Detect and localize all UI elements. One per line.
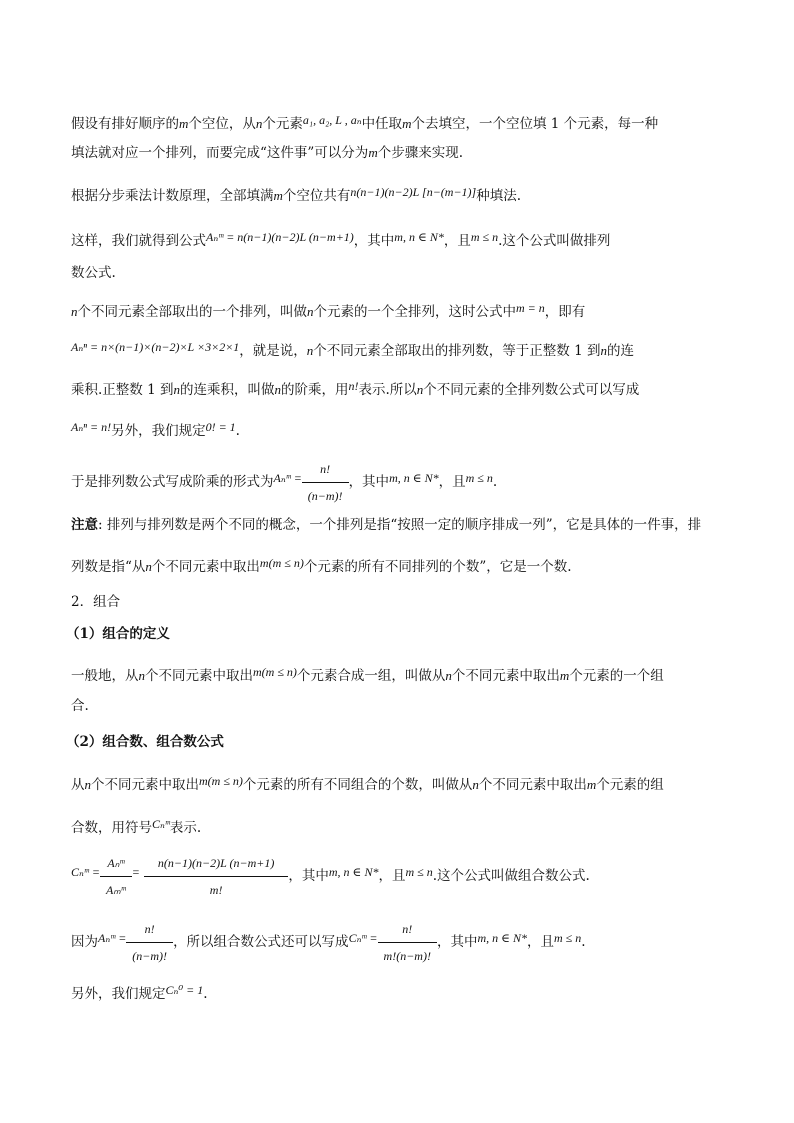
note-label: 注意 bbox=[71, 517, 98, 533]
math-condition: m(m ≤ n) bbox=[199, 774, 243, 788]
text: 根据分步乘法计数原理，全部填满 bbox=[71, 188, 274, 204]
subsection-title: （1）组合的定义 bbox=[66, 626, 170, 642]
paragraph-factorial-form bbox=[71, 458, 497, 507]
fraction-denominator: (n−m)! bbox=[307, 489, 343, 503]
paragraph-full-permutation bbox=[71, 298, 585, 322]
text: 个不同元素中取出 bbox=[478, 777, 587, 793]
text: 另外，我们规定 bbox=[71, 986, 166, 1002]
math-n: n bbox=[472, 777, 479, 792]
text: 个不同元素中取出 bbox=[91, 777, 199, 793]
text: 个不同元素中取出 bbox=[145, 668, 253, 684]
math-condition: m, n ∈ N* bbox=[477, 931, 528, 945]
math-n: n bbox=[71, 304, 78, 319]
section-title: 2．组合 bbox=[71, 594, 121, 610]
paragraph-permutation-setup bbox=[71, 110, 658, 134]
text: : 排列与排列数是两个不同的概念，一个排列是指“按照一定的顺序排成一列”，它是具体的一件事，排 bbox=[98, 517, 702, 533]
text: 个元素 bbox=[262, 116, 303, 132]
math-combination-symbol: Cₙᵐ bbox=[152, 817, 170, 831]
math-n: n bbox=[445, 668, 452, 683]
paragraph-continuation bbox=[71, 143, 463, 163]
math-n: n bbox=[255, 116, 263, 131]
math-n: n bbox=[274, 382, 281, 397]
text: 合数，用符号 bbox=[71, 820, 152, 836]
math-n: n bbox=[306, 343, 314, 358]
text: .这个公式叫做组合数公式. bbox=[432, 868, 590, 884]
math-equals: = bbox=[131, 865, 140, 879]
text: 数公式. bbox=[71, 265, 116, 281]
text: 填法就对应一个排列，而要完成“这件事”可以分为 bbox=[71, 145, 369, 161]
text: 种填法. bbox=[476, 188, 522, 204]
fraction-denominator: m!(n−m)! bbox=[383, 949, 431, 963]
text: 从 bbox=[71, 777, 85, 793]
text: 合. bbox=[71, 698, 89, 714]
text: 乘积.正整数 1 到 bbox=[71, 382, 174, 398]
text: 个元素的一个组 bbox=[569, 668, 664, 684]
text: 个步骤来实现. bbox=[377, 145, 463, 161]
subsection-heading bbox=[66, 624, 170, 644]
text: . bbox=[581, 934, 586, 950]
math-zero-factorial: 0! = 1 bbox=[205, 420, 236, 434]
text: 个元素的组 bbox=[596, 777, 664, 793]
subsection-heading bbox=[66, 732, 224, 752]
paragraph-combination-definition bbox=[71, 662, 664, 686]
paragraph-continuation bbox=[71, 814, 201, 838]
fraction-numerator: n! bbox=[302, 458, 349, 483]
paragraph-note bbox=[71, 515, 701, 535]
fraction-numerator: Aₙᵐ bbox=[100, 852, 132, 877]
text: 个元素的一个全排列，这时公式中 bbox=[313, 304, 516, 320]
text: 的阶乘，用 bbox=[280, 382, 349, 398]
math-factorial: n! bbox=[348, 379, 359, 393]
text: 个去填空，一个空位填 1 个元素，每一种 bbox=[411, 116, 659, 132]
math-lhs: Cₙᵐ = bbox=[71, 865, 100, 879]
text: 另外，我们规定 bbox=[111, 423, 206, 439]
text: . bbox=[203, 986, 208, 1002]
text: 个元素的所有不同排列的个数”，它是一个数. bbox=[303, 559, 572, 575]
paragraph-combination-formula bbox=[71, 852, 590, 901]
math-factorial-formula: Aₙⁿ = n! bbox=[71, 420, 112, 434]
text: 一般地，从 bbox=[71, 668, 139, 684]
text: . bbox=[235, 423, 240, 439]
text: 个元素的所有不同组合的个数，叫做从 bbox=[242, 777, 473, 793]
text: 列数是指“从 bbox=[71, 559, 146, 575]
text: 表示. bbox=[169, 820, 202, 836]
text: ，其中 bbox=[436, 934, 478, 950]
paragraph-permutation-formula bbox=[71, 227, 610, 251]
text: 中任取 bbox=[361, 116, 403, 132]
text: 因为 bbox=[71, 934, 98, 950]
math-fraction bbox=[100, 852, 132, 901]
math-lhs: Aₙᵐ = bbox=[273, 471, 302, 485]
math-full-permutation-formula: Aₙⁿ = n×(n−1)×(n−2)×L ×3×2×1 bbox=[71, 340, 240, 354]
math-n: n bbox=[84, 777, 91, 792]
paragraph-continuation bbox=[71, 417, 240, 441]
text: 于是排列数公式写成阶乘的形式为 bbox=[71, 474, 274, 490]
math-condition: m, n ∈ N* bbox=[389, 471, 439, 485]
math-condition: m ≤ n bbox=[405, 865, 433, 879]
math-n: n bbox=[173, 382, 180, 397]
math-fraction bbox=[378, 918, 437, 967]
fraction-numerator: n! bbox=[126, 918, 173, 943]
math-fraction bbox=[302, 458, 349, 507]
text: 的连乘积，叫做 bbox=[179, 382, 275, 398]
paragraph-continuation bbox=[71, 337, 634, 361]
text: ，所以组合数公式还可以写成 bbox=[173, 934, 349, 950]
text: ，且 bbox=[443, 233, 471, 249]
paragraph-continuation bbox=[71, 263, 116, 283]
math-condition: m ≤ n bbox=[554, 931, 582, 945]
text: 个不同元素中取出 bbox=[151, 559, 260, 575]
math-m: m bbox=[586, 777, 597, 792]
math-condition: m, n ∈ N* bbox=[394, 230, 444, 244]
math-product-formula: n(n−1)(n−2)L [n−(m−1)] bbox=[350, 185, 477, 199]
math-condition: m(m ≤ n) bbox=[259, 556, 304, 570]
math-permutation-formula: Aₙᵐ = n(n−1)(n−2)L (n−m+1) bbox=[206, 230, 354, 244]
text: 个不同元素全部取出的一个排列，叫做 bbox=[77, 304, 307, 320]
math-n: n bbox=[416, 382, 424, 397]
text: .这个公式叫做排列 bbox=[498, 233, 611, 249]
math-n: n bbox=[307, 304, 314, 319]
text: 个空位共有 bbox=[282, 188, 351, 204]
text: ，就是说， bbox=[239, 343, 307, 359]
text: 个不同元素中取出 bbox=[451, 668, 560, 684]
text: ，其中 bbox=[348, 474, 390, 490]
math-condition: m, n ∈ N* bbox=[328, 865, 379, 879]
text: 这样，我们就得到公式 bbox=[71, 233, 206, 249]
math-n: n bbox=[138, 668, 145, 683]
text: 个不同元素全部取出的排列数，等于正整数 1 到 bbox=[313, 343, 601, 359]
paragraph-alt-combination-formula bbox=[71, 918, 586, 967]
text: 个空位，从 bbox=[188, 116, 256, 132]
math-m: m bbox=[402, 116, 412, 131]
paragraph-continuation bbox=[71, 696, 89, 716]
math-lhs: Aₙᵐ = bbox=[98, 931, 127, 945]
text: ，且 bbox=[527, 934, 555, 950]
math-fraction bbox=[126, 918, 173, 967]
math-sequence: a₁, a₂, L , aₙ bbox=[302, 113, 362, 127]
math-m: m bbox=[559, 668, 570, 683]
math-m: m bbox=[179, 116, 189, 131]
fraction-numerator: n! bbox=[378, 918, 437, 943]
text: 假设有排好顺序的 bbox=[71, 116, 179, 132]
math-condition: m ≤ n bbox=[465, 471, 493, 485]
section-heading bbox=[71, 592, 120, 612]
text: ，且 bbox=[378, 868, 406, 884]
paragraph-combination-number bbox=[71, 771, 664, 795]
text: ，且 bbox=[438, 474, 466, 490]
math-lhs: Cₙᵐ = bbox=[348, 931, 378, 945]
math-m: m bbox=[273, 188, 283, 203]
math-equation: m = n bbox=[516, 301, 545, 315]
text: 个元素合成一组，叫做从 bbox=[296, 668, 446, 684]
math-fraction bbox=[144, 852, 289, 901]
text: 表示.所以 bbox=[358, 382, 417, 398]
fraction-denominator: m! bbox=[209, 883, 223, 897]
text: ，即有 bbox=[544, 304, 586, 320]
math-n: n bbox=[145, 559, 152, 574]
math-zero-combination: Cₙ⁰ = 1 bbox=[165, 983, 204, 997]
math-m: m bbox=[368, 145, 378, 160]
paragraph-zero-combination bbox=[71, 980, 208, 1004]
math-condition: m(m ≤ n) bbox=[253, 665, 297, 679]
text: ，其中 bbox=[353, 233, 395, 249]
fraction-denominator: (n−m)! bbox=[132, 949, 168, 963]
math-condition: m ≤ n bbox=[470, 230, 499, 244]
fraction-numerator: n(n−1)(n−2)L (n−m+1) bbox=[144, 852, 289, 877]
fraction-denominator: Aₘᵐ bbox=[105, 883, 126, 897]
text: 个不同元素的全排列数公式可以写成 bbox=[423, 382, 640, 398]
text: ，其中 bbox=[288, 868, 329, 884]
text: . bbox=[492, 474, 498, 490]
paragraph-counting-principle bbox=[71, 182, 521, 206]
subsection-title: （2）组合数、组合数公式 bbox=[66, 734, 224, 750]
paragraph-continuation bbox=[71, 553, 572, 577]
text: 的连 bbox=[606, 343, 634, 359]
paragraph-continuation bbox=[71, 376, 639, 400]
math-n: n bbox=[600, 343, 607, 358]
